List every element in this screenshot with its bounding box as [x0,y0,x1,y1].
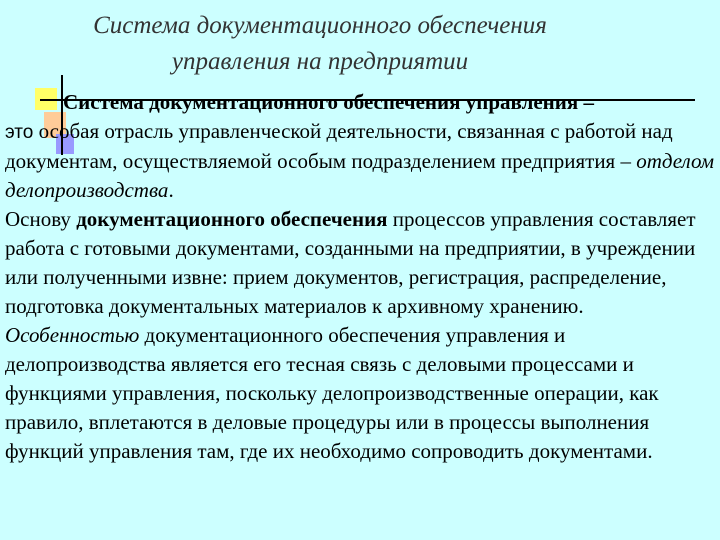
lead-word: это [5,122,34,143]
department-name: отделом делопроизводства [5,149,715,202]
definition-text: особая отрасль управленческой деятельности, связанная с работой над документам, осуществляемой особым подразделением предприятия – [5,119,673,173]
basis-bold: документационного обеспечения [76,207,388,231]
paragraph-definition [5,88,717,205]
slide-body [5,88,717,466]
title-line-2: управления на предприятии [171,48,469,75]
basis-start: Основу [5,207,77,231]
definition-end: . [168,178,174,202]
paragraph-feature [5,321,717,466]
term-definition: Система документационного обеспечения управления – [63,90,594,114]
feature-italic: Особенностью [5,323,140,347]
feature-text: документационного обеспечения управления и делопроизводства является его тесная связь с деловыми процессами и функциями управления, поскольку делопроизводственные операции, как правило, вплетаются в деловые процедуры или в процессы выполнения функций управления там, где их необходимо сопроводить документами. [5,323,659,463]
basis-text: процессов управления составляет работа с готовыми документами, созданными на предприятии, в учреждении или полученными извне: прием документов, регистрация, распределение, подготовка документальных материалов к архивному хранению. [5,207,696,318]
paragraph-basis [5,205,717,321]
title-line-1: Система документационного обеспечения [93,12,547,39]
slide-title [40,8,600,80]
